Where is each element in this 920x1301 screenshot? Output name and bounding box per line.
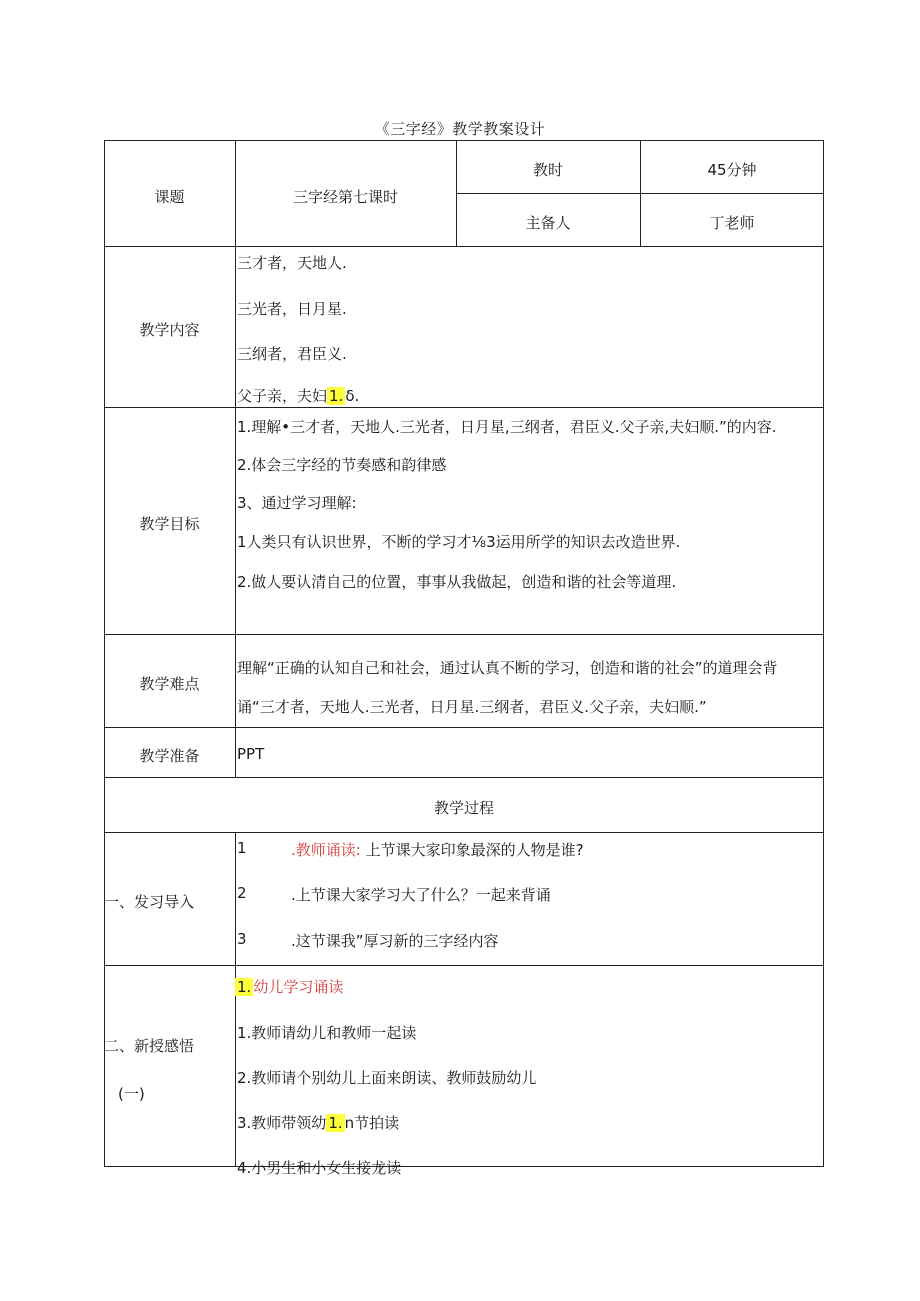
prep-label: 教学准备 [139, 747, 200, 765]
rule-bottom [104, 1166, 824, 1167]
content-line: 三纲者，君臣义. [237, 345, 347, 363]
rule-right [823, 140, 824, 1167]
preparer-value: 丁老师 [709, 214, 755, 232]
rule-content-bottom [104, 407, 824, 408]
goal-line: 2.做人要认清自己的位置，事事从我做起，创造和谐的社会等道理. [237, 573, 677, 591]
rule-label-col-a [235, 140, 236, 777]
rule-prep-bottom [104, 777, 824, 778]
highlight-mark: 1. [329, 387, 344, 405]
intro-item-red: .教师诵读: [291, 841, 361, 859]
new-section-item: 2.教师请个别幼儿上面来朗读、教师鼓励幼儿 [237, 1069, 537, 1087]
goal-line: 1.理解•三才者，天地人.三光者，日月星,三纲者，君臣义.父子亲,夫妇顺.”的内容. [237, 418, 777, 436]
intro-item: .上节课大家学习大了什么？一起来背诵 [291, 886, 551, 904]
highlight-mark: 1. [237, 978, 252, 996]
goal-line: 1人类只有认识世界，不断的学习才⅛3运用所学的知识去改造世界. [237, 533, 681, 551]
highlight-mark: 1. [328, 1114, 343, 1132]
rule-goals-bottom [104, 634, 824, 635]
new-section-item [237, 1112, 399, 1133]
rule-left [104, 140, 105, 1167]
goal-line: 2.体会三字经的节奏感和韵律感 [237, 456, 447, 474]
content-line-last [237, 385, 359, 406]
goals-label: 教学目标 [139, 515, 200, 533]
difficulty-line: 理解“正确的认知自己和社会，通过认真不断的学习，创造和谐的社会”的道理会背 [237, 659, 778, 677]
item-suffix: n节拍读 [344, 1114, 400, 1132]
rule-intro-bottom [104, 965, 824, 966]
item-prefix: 3.教师带领幼 [237, 1114, 327, 1132]
process-header: 教学过程 [433, 799, 494, 817]
content-line-prefix: 父子亲，夫妇 [237, 387, 328, 405]
intro-item-num: 2 [237, 884, 247, 902]
content-label: 教学内容 [139, 321, 200, 339]
content-line: 三才者，天地人. [237, 254, 347, 272]
new-section-item: 1.教师请幼儿和教师一起读 [237, 1024, 417, 1042]
intro-item: .这节课我”厚习新的三字经内容 [291, 932, 499, 950]
topic-label: 课题 [154, 188, 185, 206]
rule-header-bottom [104, 246, 824, 247]
topic-value: 三字经第七课时 [292, 188, 398, 206]
new-section-heading-text: 幼儿学习诵读 [253, 978, 344, 996]
rule-process-bottom [104, 832, 824, 833]
rule-label-col-b [235, 832, 236, 1167]
new-section-item-cut: 4.小男生和小女生接龙读 [237, 1159, 402, 1177]
period-value: 45分钟 [707, 161, 757, 179]
document-title: 《三字经》教学教案设计 [374, 120, 546, 138]
period-label: 教时 [532, 161, 563, 179]
intro-item-text: 上节课大家印象最深的人物是谁? [365, 841, 584, 859]
lesson-plan-table [104, 140, 824, 1177]
new-section-heading [235, 976, 343, 997]
new-section-sublabel: (一) [118, 1085, 145, 1103]
rule-top [104, 140, 824, 141]
goal-line: 3、通过学习理解: [237, 494, 357, 512]
new-section-label: 二、新授感悟 [104, 1037, 195, 1055]
intro-item [291, 839, 584, 860]
prep-value: PPT [237, 745, 265, 763]
preparer-label: 主备人 [525, 214, 571, 232]
difficulty-label: 教学难点 [139, 675, 200, 693]
rule-difficulty-bottom [104, 727, 824, 728]
content-line-suffix: δ. [345, 387, 360, 405]
intro-label: 一、发习导入 [104, 893, 195, 911]
content-line: 三光者，日月星. [237, 300, 347, 318]
intro-item-num: 1 [237, 839, 247, 857]
intro-item-num: 3 [237, 930, 247, 948]
difficulty-line: 诵“三才者，天地人.三光者，日月星.三纲者，君臣义.父子亲，夫妇顺.” [237, 698, 707, 716]
